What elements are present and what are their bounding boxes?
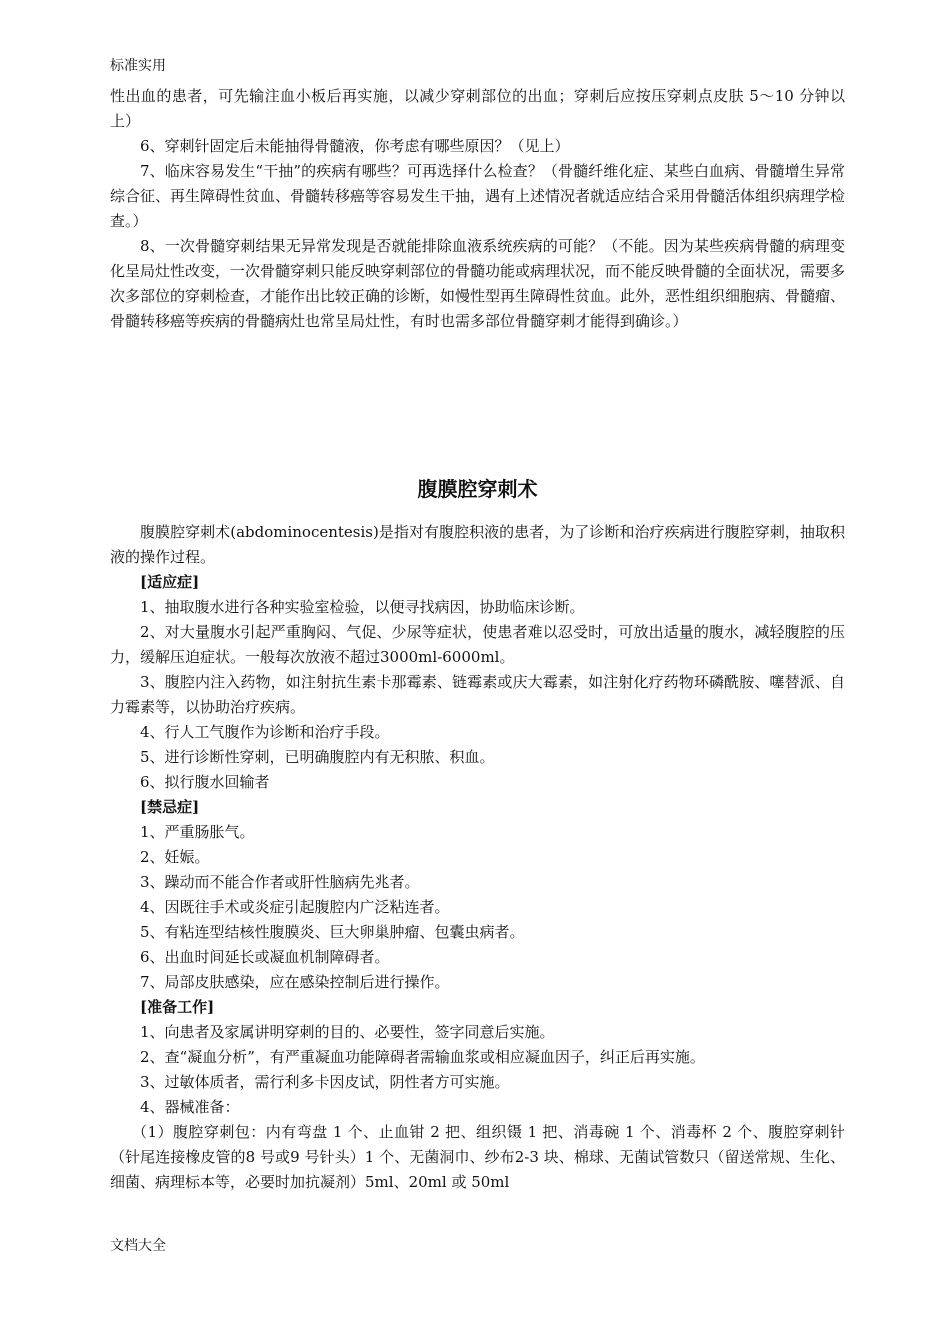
list-item: 2、妊娠。	[140, 848, 210, 866]
list-item: 5、进行诊断性穿刺，已明确腹腔内有无积脓、积血。	[140, 748, 495, 766]
indications-heading: [适应症]	[140, 573, 200, 591]
list-item: 1、严重肠胀气。	[140, 823, 255, 841]
list-item: 1、向患者及家属讲明穿刺的目的、必要性，签字同意后实施。	[140, 1023, 555, 1041]
paragraph: 8、一次骨髓穿刺结果无异常发现是否就能排除血液系统疾病的可能？（不能。因为某些疾病骨髓的病理变化呈局灶性改变，一次骨髓穿刺只能反映穿刺部位的骨髓功能或病理状况，而不能反映骨髓的全面状况，需要多次多部位的穿刺检查，才能作出比较正确的诊断，如慢性型再生障碍性贫血。此外，恶性组织细胞病、骨髓瘤、骨髓转移癌等疾病的骨髓病灶也常呈局灶性，有时也需多部位骨髓穿刺才能得到确诊。）	[110, 237, 846, 330]
list-item: （1）腹腔穿刺包：内有弯盘 1 个、止血钳 2 把、组织镊 1 把、消毒碗 1 个、消毒杯 2 个、腹腔穿刺针（针尾连接橡皮管的8 号或9 号针头）1 个、无菌洞巾、纱布2-3 块、棉球、无菌试管数只（留送常规、生化、细菌、病理标本等，必要时加抗凝剂）5ml、20ml 或 50ml	[110, 1123, 845, 1191]
list-item: 2、查“凝血分析”，有严重凝血功能障碍者需输血浆或相应凝血因子，纠正后再实施。	[140, 1048, 705, 1066]
list-item: 4、器械准备：	[140, 1098, 240, 1116]
list-item: 5、有粘连型结核性腹膜炎、巨大卵巢肿瘤、包囊虫病者。	[140, 923, 525, 941]
list-item: 3、腹腔内注入药物，如注射抗生素卡那霉素、链霉素或庆大霉素，如注射化疗药物环磷酰胺、噻替派、自力霉素等，以协助治疗疾病。	[110, 673, 845, 716]
list-item: 4、行人工气腹作为诊断和治疗手段。	[140, 723, 390, 741]
list-item: 6、出血时间延长或凝血机制障碍者。	[140, 948, 390, 966]
list-item: 6、拟行腹水回输者	[140, 773, 270, 791]
document-body	[110, 84, 845, 1195]
list-item: 1、抽取腹水进行各种实验室检验，以便寻找病因，协助临床诊断。	[140, 598, 585, 616]
list-item: 7、局部皮肤感染，应在感染控制后进行操作。	[140, 973, 450, 991]
paragraph: 6、穿刺针固定后未能抽得骨髓液，你考虑有哪些原因？（见上）	[140, 137, 570, 155]
contraindications-heading: [禁忌症]	[140, 798, 200, 816]
paragraph: 性出血的患者，可先输注血小板后再实施，以减少穿刺部位的出血；穿刺后应按压穿刺点皮肤 5～10 分钟以上）	[110, 87, 845, 130]
paragraph: 7、临床容易发生“干抽”的疾病有哪些？可再选择什么检查？（骨髓纤维化症、某些白血病、骨髓增生异常综合征、再生障碍性贫血、骨髓转移癌等容易发生干抽，遇有上述情况者就适应结合采用骨髓活体组织病理学检查。）	[110, 162, 846, 230]
section-title: 腹膜腔穿刺术	[417, 477, 538, 501]
list-item: 3、过敏体质者，需行利多卡因皮试，阴性者方可实施。	[140, 1073, 510, 1091]
preparation-heading: [准备工作]	[140, 998, 215, 1016]
list-item: 3、躁动而不能合作者或肝性脑病先兆者。	[140, 873, 420, 891]
intro-paragraph: 腹膜腔穿刺术(abdominocentesis)是指对有腹腔积液的患者，为了诊断和治疗疾病进行腹腔穿刺，抽取积液的操作过程。	[110, 523, 845, 566]
page-header: 标准实用	[110, 58, 166, 74]
page-footer: 文档大全	[110, 1238, 166, 1254]
list-item: 2、对大量腹水引起严重胸闷、气促、少尿等症状，使患者难以忍受时，可放出适量的腹水，减轻腹腔的压力，缓解压迫症状。一般每次放液不超过3000ml-6000ml。	[110, 623, 845, 666]
list-item: 4、因既往手术或炎症引起腹腔内广泛粘连者。	[140, 898, 450, 916]
